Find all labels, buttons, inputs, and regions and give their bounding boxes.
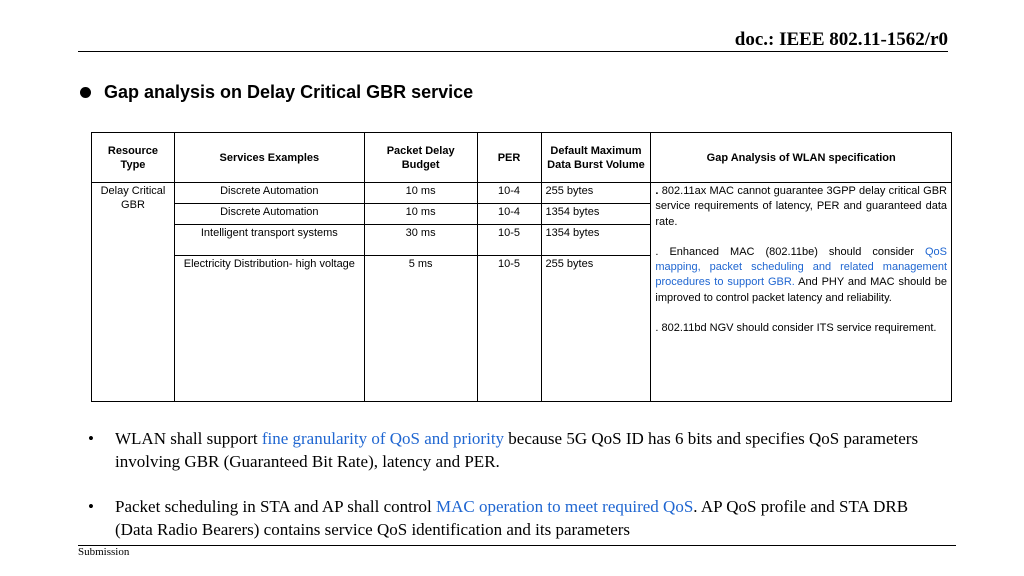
bullet-marker: • — [88, 497, 94, 516]
per-cell: 10-5 — [477, 225, 541, 256]
bullet-text: Packet scheduling in STA and AP shall control MAC operation to meet required QoS. AP QoS profile and STA DRB (Data Radio Bearers) contains service QoS identification and its parameters — [115, 497, 909, 539]
delay-cell: 5 ms — [364, 256, 477, 402]
bullet-list — [88, 427, 948, 563]
section-title-text: Gap analysis on Delay Critical GBR service — [104, 82, 474, 102]
gap-paragraph-1: . 802.11ax MAC cannot guarantee 3GPP delay critical GBR service requirements of latency, PER and guaranteed data rate. — [655, 185, 947, 228]
resource-type-cell: Delay Critical GBR — [92, 183, 175, 402]
burst-cell: 1354 bytes — [541, 225, 651, 256]
bullet-text: WLAN shall support fine granularity of QoS and priority because 5G QoS ID has 6 bits and specifies QoS parameters involving GBR (Guaranteed Bit Rate), latency and PER. — [115, 429, 919, 471]
bullet-dot-icon — [80, 87, 91, 98]
service-cell: Discrete Automation — [174, 183, 364, 204]
gap-paragraph-2: . Enhanced MAC (802.11be) should consider QoS mapping, packet scheduling and related management procedures to support GBR. And PHY and MAC should be improved to control packet latency and reliability. — [655, 245, 947, 304]
bullet-item — [88, 495, 948, 541]
table-header-row — [92, 133, 952, 183]
header-burst-volume: Default Maximum Data Burst Volume — [541, 133, 651, 183]
header-per: PER — [477, 133, 541, 183]
table-row — [92, 183, 952, 204]
burst-cell: 255 bytes — [541, 183, 651, 204]
service-cell: Intelligent transport systems — [174, 225, 364, 256]
bullet-item — [88, 427, 948, 473]
per-cell: 10-4 — [477, 183, 541, 204]
delay-cell: 10 ms — [364, 204, 477, 225]
header-resource-type: Resource Type — [92, 133, 175, 183]
header-services: Services Examples — [174, 133, 364, 183]
bullet-marker: • — [88, 429, 94, 448]
per-cell: 10-4 — [477, 204, 541, 225]
delay-cell: 30 ms — [364, 225, 477, 256]
burst-cell: 255 bytes — [541, 256, 651, 402]
header-gap-analysis: Gap Analysis of WLAN specification — [651, 133, 952, 183]
header-delay-budget: Packet Delay Budget — [364, 133, 477, 183]
section-title — [80, 82, 473, 103]
gap-analysis-table — [91, 132, 952, 402]
service-cell: Electricity Distribution- high voltage — [174, 256, 364, 402]
footer-submission: Submission — [78, 546, 130, 558]
gap-paragraph-3: . 802.11bd NGV should consider ITS service requirement. — [655, 322, 937, 335]
per-cell: 10-5 — [477, 256, 541, 402]
burst-cell: 1354 bytes — [541, 204, 651, 225]
doc-id: doc.: IEEE 802.11-1562/r0 — [734, 29, 948, 50]
service-cell: Discrete Automation — [174, 204, 364, 225]
footer-rule — [78, 545, 956, 546]
header-rule — [78, 51, 948, 52]
delay-cell: 10 ms — [364, 183, 477, 204]
gap-analysis-cell — [651, 183, 952, 402]
